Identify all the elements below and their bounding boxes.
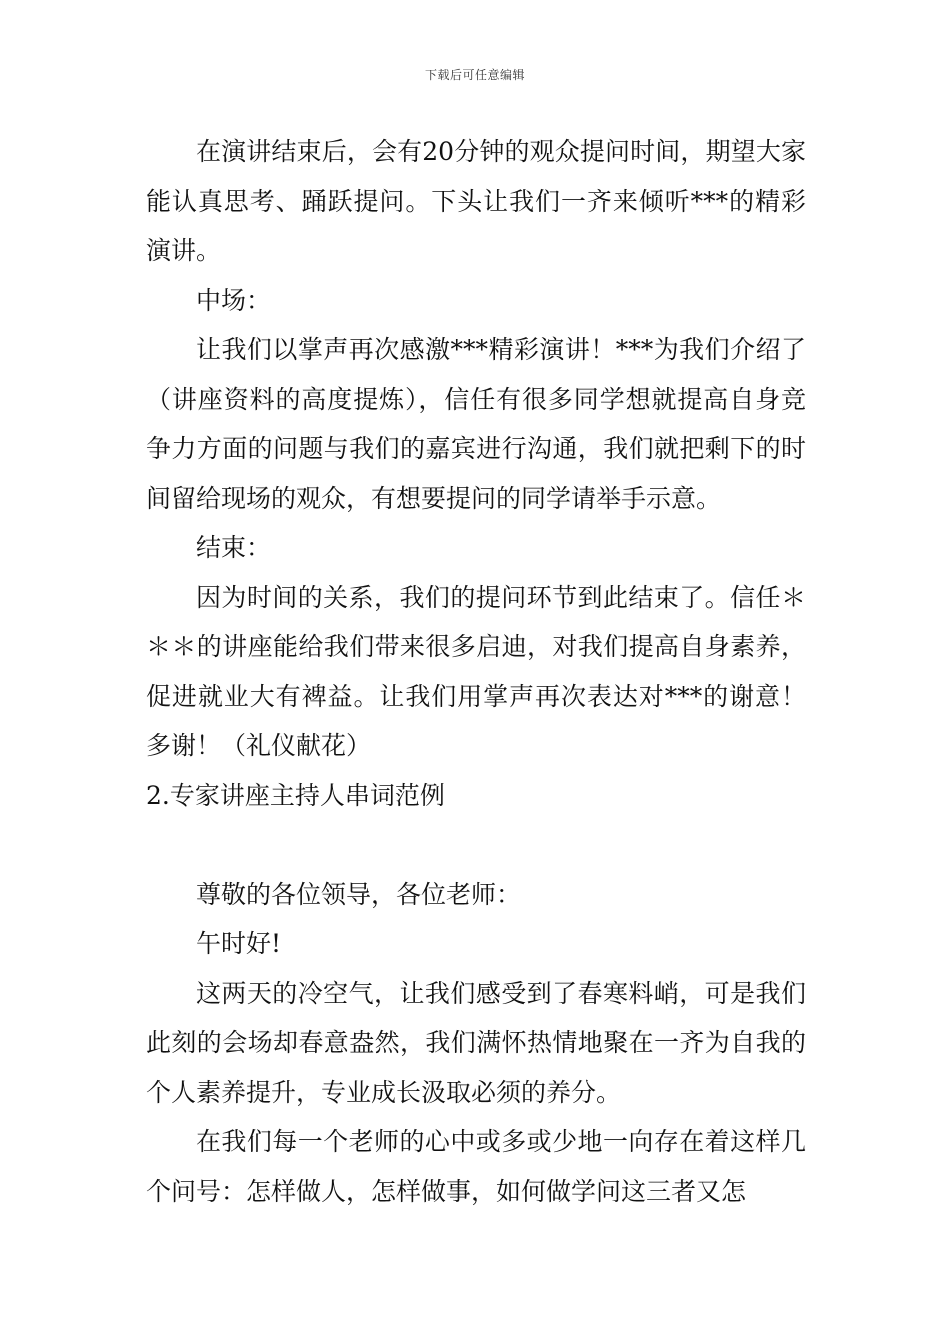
page-header: 下载后可任意编辑 <box>424 68 525 82</box>
paragraph-greeting: 午时好! <box>196 929 282 958</box>
section-heading-closing: 结束： <box>196 533 272 562</box>
paragraph-salutation: 尊敬的各位领导，各位老师： <box>196 879 522 909</box>
paragraph-cold-air: 这两天的冷空气，让我们感受到了春寒料峭，可是我们此刻的会场却春意盎然，我们满怀热情地聚在一齐为自我的个人素养提升，专业成长汲取必须的养分。 <box>146 978 806 1107</box>
paragraph-midfield: 让我们以掌声再次感激***精彩演讲！***为我们介绍了（讲座资料的高度提炼），信任有很多同学想就提高自身竞争力方面的问题与我们的嘉宾进行沟通，我们就把剩下的时间留给现场的观众，有想要提问的同学请举手示意。 <box>146 335 806 513</box>
document-body <box>146 127 806 1216</box>
blank-line <box>146 820 806 870</box>
paragraph-qa-intro: 在演讲结束后，会有20分钟的观众提问时间，期望大家能认真思考、踊跃提问。下头让我们一齐来倾听***的精彩演讲。 <box>146 137 806 265</box>
paragraph-teacher-questions: 在我们每一个老师的心中或多或少地一向存在着这样几个问号：怎样做人，怎样做事，如何做学问这三者又怎 <box>146 1127 806 1206</box>
section-title-expert-lecture: 2.专家讲座主持人串词范例 <box>146 780 445 810</box>
paragraph-closing: 因为时间的关系，我们的提问环节到此结束了。信任＊＊＊的讲座能给我们带来很多启迪，对我们提高自身素养，促进就业大有裨益。让我们用掌声再次表达对***的谢意！多谢！（礼仪献花） <box>146 582 806 760</box>
section-heading-midfield: 中场： <box>196 285 272 315</box>
